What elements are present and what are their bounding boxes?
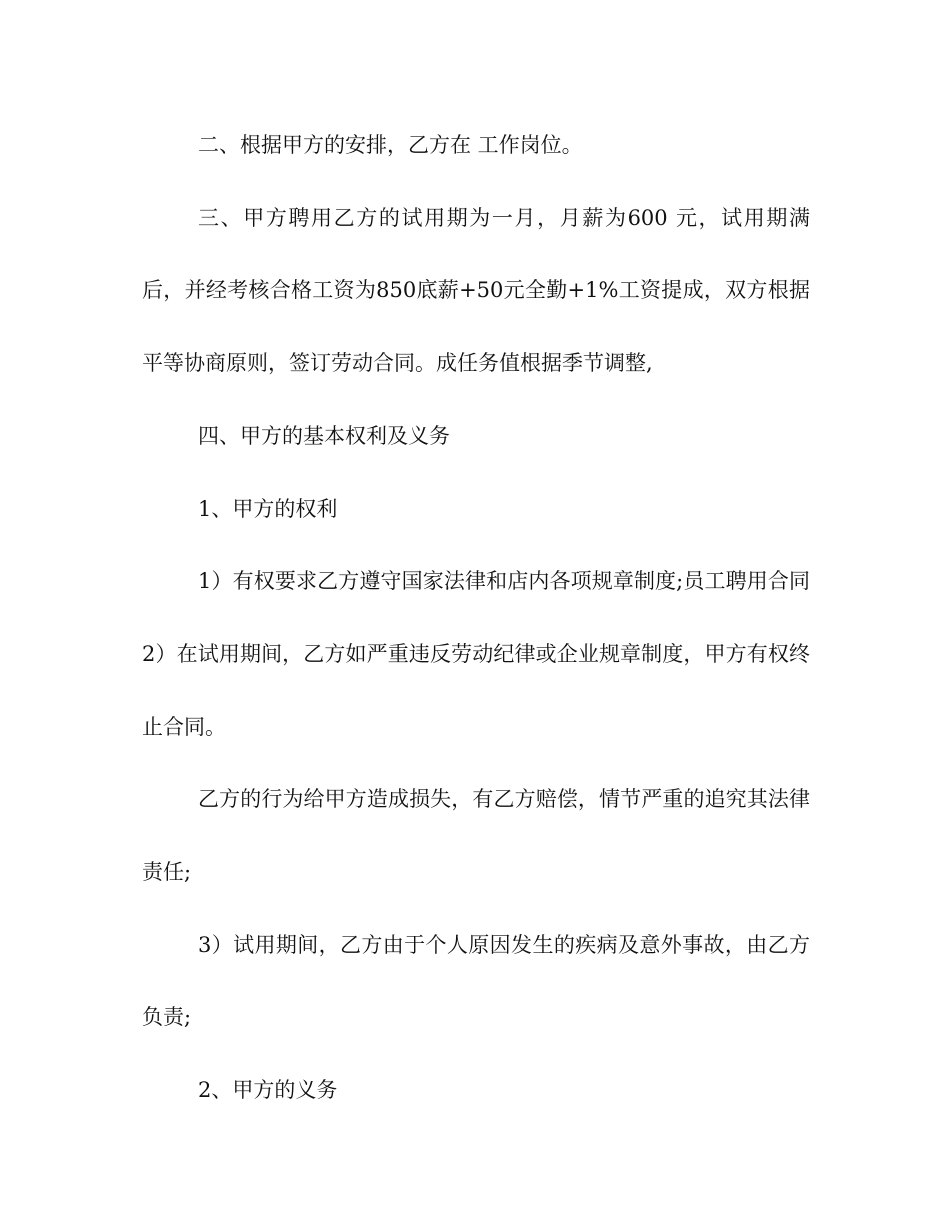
paragraph-party-a-rights-heading: 1、甲方的权利 [198,496,338,521]
paragraph-compensation-liability: 乙方的行为给甲方造成损失，有乙方赔偿，情节严重的追究其法律责任; [142,787,810,885]
paragraph-right-3: 3）试用期间，乙方由于个人原因发生的疾病及意外事故，由乙方负责; [142,932,810,1030]
document-body [142,109,810,1127]
paragraph-right-1-2: 1）有权要求乙方遵守国家法律和店内各项规章制度;员工聘用合同2）在试用期间，乙方如严重违反劳动纪律或企业规章制度，甲方有权终止合同。 [142,569,810,739]
paragraph-job-position: 二、根据甲方的安排，乙方在 工作岗位。 [198,133,583,157]
paragraph-party-a-obligations-heading: 2、甲方的义务 [198,1078,338,1103]
paragraph-probation-salary: 三、甲方聘用乙方的试用期为一月，月薪为600 元，试用期满后，并经考核合格工资为850底薪+50元全勤+1%工资提成，双方根据平等协商原则，签订劳动合同。成任务值根据季节调整, [142,205,810,376]
paragraph-section-four-heading: 四、甲方的基本权利及义务 [198,423,450,448]
